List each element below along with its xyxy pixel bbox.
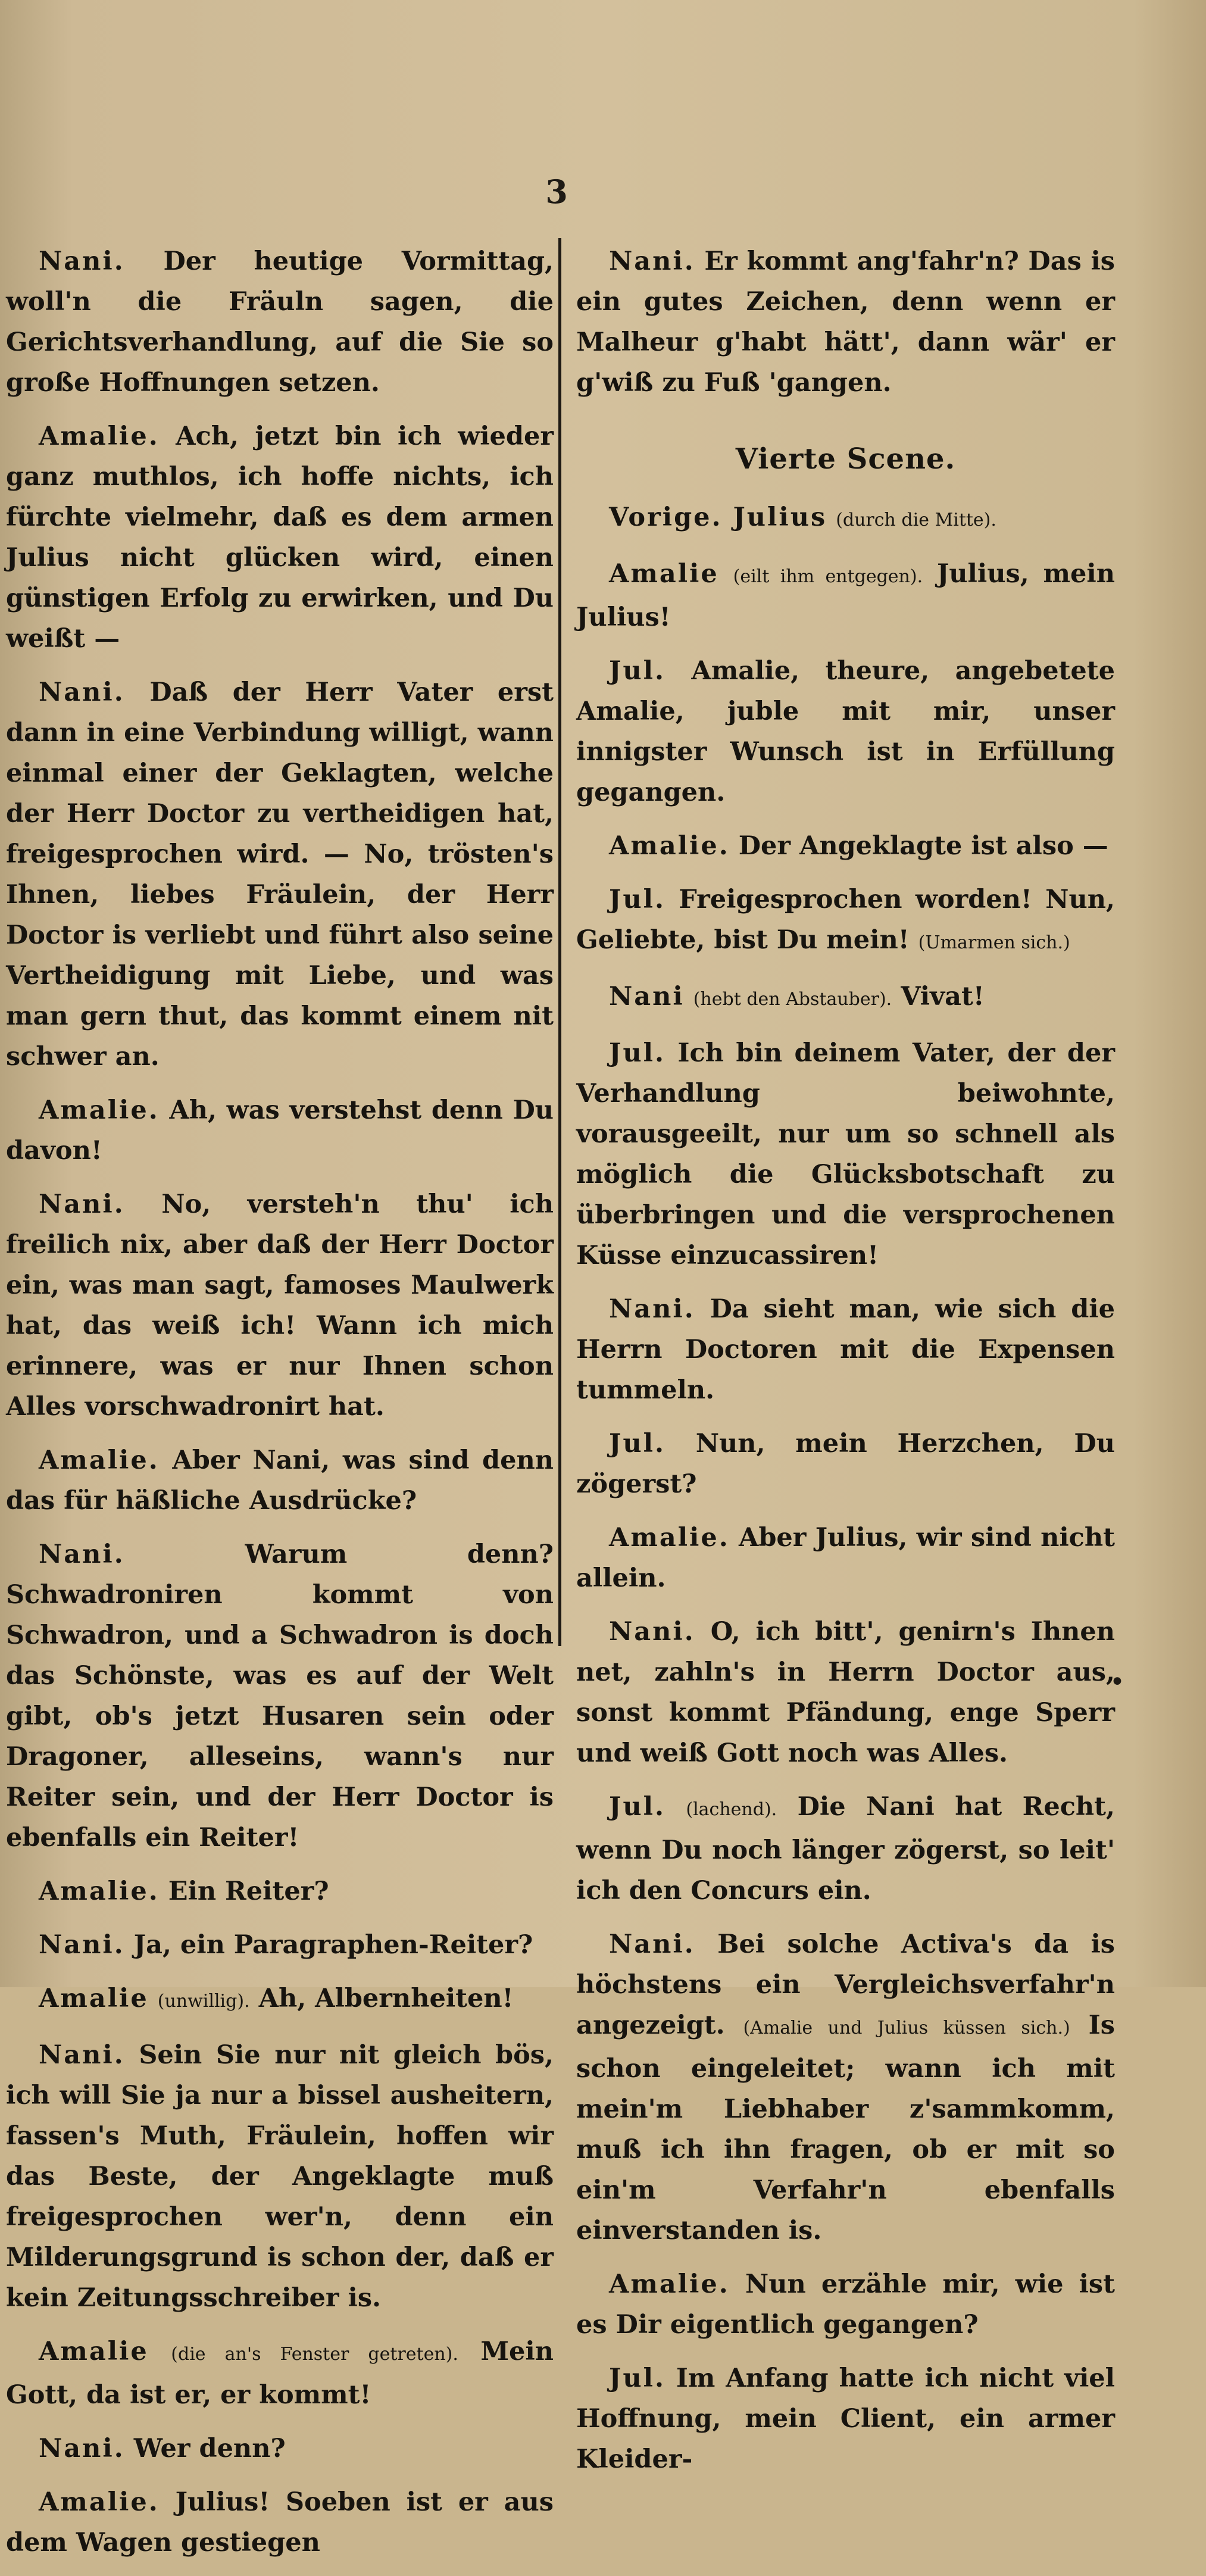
speaker-name: Nani. [39,2040,125,2070]
speaker-name: Amalie. [39,1876,160,1906]
dialogue-paragraph [576,826,1115,866]
dialogue-paragraph [576,1787,1115,1911]
speaker-name: Amalie. [39,2487,160,2517]
column-divider [558,238,561,1646]
stage-direction: (durch die Mitte). [836,510,996,530]
dialogue-text: Der heutige Vormittag, woll'n die Fräuln sagen, die Gerichtsverhandlung, auf die Sie so große Hoffnungen setzen. [6,246,554,398]
dialogue-paragraph [576,2358,1115,2480]
dialogue-text: Da sieht man, wie sich die Herrn Doctoren mit die Expensen tummeln. [576,1294,1115,1405]
stage-direction: (Amalie und Julius küssen sich.) [743,2018,1070,2038]
stage-direction: (hebt den Abstauber). [693,989,892,1010]
dialogue-paragraph [6,1090,554,1171]
dialogue-text: Die Nani hat Recht, wenn Du noch länger zögerst, so leit' ich den Concurs ein. [576,1792,1115,1906]
dialogue-text: Ah, Albernheiten! [258,1984,514,2013]
dialogue-text: Vivat! [901,982,985,1011]
left-column [6,241,554,2576]
speaker-name: Nani. [609,1929,695,1959]
stage-direction: (lachend). [686,1799,777,1820]
footer-mark: • [1110,1667,1125,1697]
dialogue-text: Freigesprochen worden! Nun, Geliebte, bist Du mein! [576,885,1115,955]
dialogue-paragraph [576,1289,1115,1410]
dialogue-text: O, ich bitt', genirn's Ihnen net, zahln's in Herrn Doctor aus, sonst kommt Pfändung, enge Sperr und weiß Gott noch was Alles. [576,1617,1115,1768]
speaker-name: Jul. [609,1038,666,1068]
dialogue-text: Julius! Soeben ist er aus dem Wagen gestiegen [6,2487,554,2558]
speaker-name: Vorige. Julius [609,502,827,532]
dialogue-text: No, versteh'n thu' ich freilich nix, aber daß der Herr Doctor ein, was man sagt, famoses Maulwerk hat, das weiß ich! Wann ich mich erinnere, was er nur Ihnen schon Alles vorschwadronirt hat. [6,1189,554,1422]
stage-direction: (die an's Fenster getreten). [171,2344,458,2365]
speaker-name: Nani. [39,1540,125,1569]
dialogue-text: Sein Sie nur nit gleich bös, ich will Sie ja nur a bissel ausheitern, fassen's Muth, Fräulein, hoffen wir das Beste, der Angeklagte muß freigesprochen wer'n, denn ein Milderungsgrund is schon der, daß er kein Zeitungsschreiber is. [6,2040,554,2313]
dialogue-paragraph [6,1871,554,1912]
dialogue-paragraph [576,497,1115,541]
dialogue-text: Warum denn? Schwadroniren kommt von Schwadron, und a Schwadron is doch das Schönste, was es auf der Welt gibt, ob's jetzt Husaren sein oder Dragoner, alleseins, wann's nur Reiter sein, und der Herr Doctor is ebenfalls ein Reiter! [6,1540,554,1853]
dialogue-paragraph [6,1184,554,1427]
dialogue-text: Der Angeklagte ist also — [738,831,1108,861]
dialogue-text: Amalie, theure, angebetete Amalie, juble mit mir, unser innigster Wunsch ist in Erfüllung gegangen. [576,656,1115,807]
speaker-name: Jul. [609,656,666,686]
dialogue-paragraph [6,241,554,403]
speaker-name: Amalie [39,1984,149,2013]
speaker-name: Nani. [609,1294,695,1324]
dialogue-text: Bei solche Activa's da is höchstens ein Vergleichsverfahr'n angezeigt. [576,1929,1115,2040]
speaker-name: Nani. [39,1930,125,1960]
right-column [576,241,1115,2493]
speaker-name: Amalie. [609,2269,730,2299]
speaker-name: Amalie. [609,831,730,861]
dialogue-paragraph [576,879,1115,963]
speaker-name: Amalie. [39,1445,160,1475]
dialogue-paragraph [6,1440,554,1521]
dialogue-text: Nun, mein Herzchen, Du zögerst? [576,1429,1115,1499]
dialogue-text: Aber Julius, wir sind nicht allein. [576,1523,1115,1593]
speaker-name: Nani. [39,677,125,707]
speaker-name: Amalie. [39,421,160,451]
dialogue-paragraph [6,2482,554,2563]
dialogue-paragraph [576,2264,1115,2345]
stage-direction: (unwillig). [157,1991,250,2012]
dialogue-paragraph [576,241,1115,403]
dialogue-text: Im Anfang hatte ich nicht viel Hoffnung, mein Client, ein armer Kleider- [576,2363,1115,2474]
scene-heading: Vierte Scene. [735,442,956,476]
dialogue-text: Ja, ein Paragraphen-Reiter? [133,1930,533,1960]
dialogue-text: Is schon eingeleitet; wann ich mit mein'm Liebhaber z'sammkomm, muß ich ihn fragen, ob er mit so ein'm Verfahr'n ebenfalls einverstanden is. [576,2010,1115,2246]
dialogue-paragraph [576,1518,1115,1598]
speaker-name: Jul. [609,1792,666,1822]
dialogue-text: Wer denn? [133,2434,286,2463]
dialogue-text: Ich bin deinem Vater, der der Verhandlung beiwohnte, vorausgeeilt, nur um so schnell als möglich die Glücksbotschaft zu überbringen und die versprochenen Küsse einzucassiren! [576,1038,1115,1270]
dialogue-paragraph [576,554,1115,638]
speaker-name: Amalie. [609,1523,730,1553]
speaker-name: Jul. [609,2363,666,2393]
speaker-name: Amalie [609,559,719,589]
speaker-name: Nani. [39,246,125,276]
dialogue-text: Er kommt ang'fahr'n? Das is ein gutes Zeichen, denn wenn er Malheur g'habt hätt', dann wär' er g'wiß zu Fuß 'gangen. [576,246,1115,398]
dialogue-paragraph [576,976,1115,1020]
page-number: 3 [545,173,568,211]
speaker-name: Nani. [39,1189,125,1219]
dialogue-paragraph [576,1924,1115,2251]
dialogue-paragraph [576,1033,1115,1276]
speaker-name: Nani. [39,2434,125,2463]
dialogue-paragraph [6,416,554,659]
dialogue-paragraph [6,2035,554,2318]
dialogue-paragraph [6,1925,554,1965]
dialogue-text: Ach, jetzt bin ich wieder ganz muthlos, ich hoffe nichts, ich fürchte vielmehr, daß es dem armen Julius nicht glücken wird, einen günstigen Erfolg zu erwirken, und Du weißt — [6,421,554,654]
dialogue-text: Ah, was verstehst denn Du davon! [6,1095,554,1166]
dialogue-text: Mein Gott, da ist er, er kommt! [6,2337,554,2410]
dialogue-text: Nun erzähle mir, wie ist es Dir eigentlich gegangen? [576,2269,1115,2340]
speaker-name: Jul. [609,1429,666,1459]
dialogue-paragraph [6,1534,554,1858]
speaker-name: Nani. [609,246,695,276]
dialogue-text: Aber Nani, was sind denn das für häßliche Ausdrücke? [6,1445,554,1516]
dialogue-paragraph [6,1978,554,2022]
speaker-name: Amalie. [39,1095,160,1125]
dialogue-paragraph [576,1423,1115,1504]
speaker-name: Nani. [609,1617,695,1647]
dialogue-text: Daß der Herr Vater erst dann in eine Verbindung willigt, wann einmal einer der Geklagten, welche der Herr Doctor zu vertheidigen hat, freigesprochen wird. — No, trösten's Ihnen, liebes Fräulein, der Herr Doctor is verliebt und führt also seine Vertheidigung mit Liebe, und was man gern thut, das kommt einem nit schwer an. [6,677,554,1072]
stage-direction: (Umarmen sich.) [918,932,1070,953]
dialogue-paragraph [576,1612,1115,1773]
dialogue-text: Ein Reiter? [168,1876,329,1906]
dialogue-paragraph [6,2331,554,2415]
stage-direction: (eilt ihm entgegen). [733,566,923,587]
speaker-name: Nani [609,982,685,1011]
dialogue-paragraph [6,2428,554,2469]
speaker-name: Jul. [609,885,666,914]
dialogue-paragraph [576,651,1115,813]
speaker-name: Amalie [39,2337,149,2366]
dialogue-paragraph [6,672,554,1077]
dialogue-text: Julius, mein Julius! [576,559,1115,632]
